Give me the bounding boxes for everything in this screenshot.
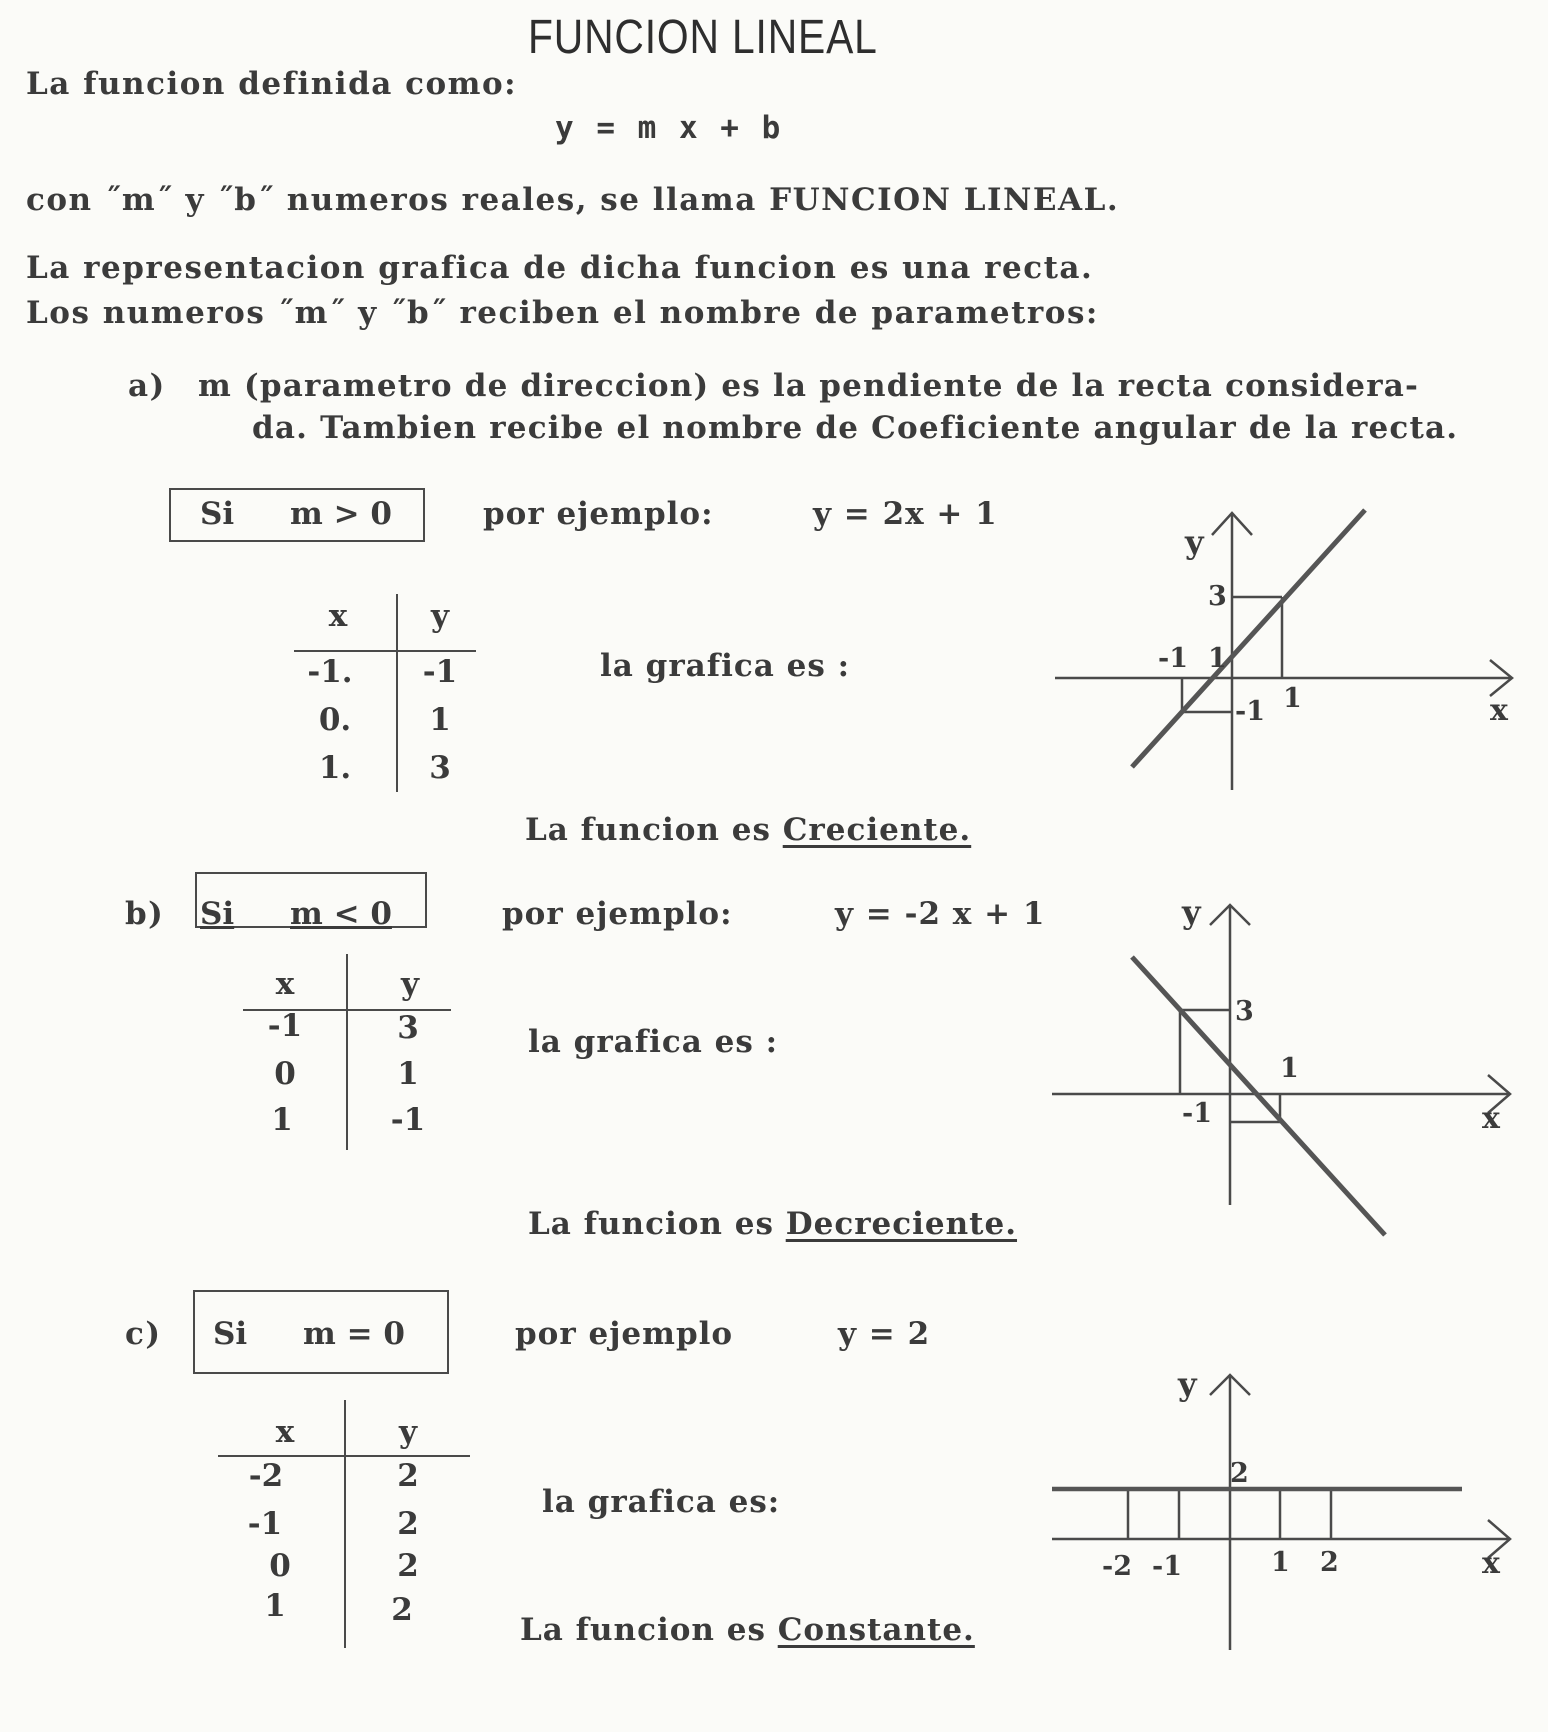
intro-line-3: La representacion grafica de dicha funcion es una recta. [26,250,1094,286]
tick-label: -1 [1152,1551,1182,1582]
conclusion-word-a: Creciente. [782,812,972,848]
example-eq-a: y = 2x + 1 [813,496,998,532]
table-header-x: x [328,598,348,634]
table-cell-y: 2 [397,1458,419,1494]
y-axis-label: y [1182,895,1201,931]
tick-label: -1 [1182,1098,1212,1129]
graph-label-c: la grafica es: [542,1484,781,1520]
conclusion-prefix-c: La funcion es [520,1612,778,1648]
tick-label: 2 [1230,1458,1249,1489]
item-a-text-1: m (parametro de direccion) es la pendiente de la recta considera- [198,368,1420,404]
tick-label: -2 [1102,1551,1132,1582]
conclusion-word-b: Decreciente. [785,1206,1018,1242]
tick-label: 2 [1320,1547,1339,1578]
table-cell-x: 1 [264,1588,286,1624]
condition-si-b: Si [200,896,235,932]
table-cell-y: 2 [397,1506,419,1542]
graph-c [1040,1365,1520,1655]
conclusion-prefix-b: La funcion es [528,1206,786,1242]
table-cell-x: 1 [271,1102,293,1138]
intro-line-4: Los numeros ˝m˝ y ˝b˝ reciben el nombre de parametros: [26,295,1099,331]
item-c-marker: c) [125,1316,162,1352]
table-cell-y: -1 [422,654,458,690]
table-cell-x: -2 [248,1458,284,1494]
condition-si-a: Si [200,496,235,532]
tick-label: 3 [1235,996,1254,1027]
condition-c: m = 0 [303,1316,405,1352]
y-axis-label: y [1178,1365,1197,1403]
table-cell-x: 0 [274,1056,296,1092]
tick-label: 3 [1208,581,1227,612]
table-cell-y: -1 [390,1102,426,1138]
item-a-text-2: da. Tambien recibe el nombre de Coeficiente angular de la recta. [252,410,1459,446]
y-axis-label: y [1185,523,1204,561]
condition-si-c: Si [213,1316,248,1352]
item-b-marker: b) [125,896,165,932]
table-cell-x: -1 [247,1506,283,1542]
table-header-y: y [430,598,449,634]
table-cell-y: 3 [397,1010,419,1046]
table-cell-y: 1 [397,1056,419,1092]
graph-label-b: la grafica es : [528,1024,779,1060]
conclusion-prefix-a: La funcion es [525,812,783,848]
table-header-x: x [275,1414,295,1450]
table-cell-y: 2 [397,1548,419,1584]
table-header-y: y [398,1414,417,1450]
example-eq-b: y = -2 x + 1 [835,896,1046,932]
intro-line-2: con ˝m˝ y ˝b˝ numeros reales, se llama FUNCION LINEAL. [26,182,1120,218]
intro-line-1: La funcion definida como: [26,66,518,102]
example-eq-c: y = 2 [838,1316,931,1352]
x-axis-label: x [1482,1546,1500,1581]
function-line [1132,957,1385,1235]
tick-label: -1 [1158,643,1188,674]
table-cell-x: -1 [267,1008,303,1044]
tick-label: -1 [1235,696,1265,727]
graph-a [1050,505,1520,795]
table-header-y: y [400,966,419,1002]
item-a-marker: a) [128,368,166,404]
page-title: FUNCION LINEAL [528,11,878,64]
function-line [1132,510,1365,767]
table-cell-x: 0 [269,1548,291,1584]
graph-label-a: la grafica es : [600,648,851,684]
conclusion-word-c: Constante. [777,1612,975,1648]
tick-label: 1 [1208,643,1227,674]
example-label-c: por ejemplo [515,1316,734,1352]
table-cell-y: 2 [391,1592,413,1628]
table-cell-y: 1 [429,702,451,738]
condition-b: m < 0 [290,896,392,932]
tick-label: 1 [1280,1053,1299,1084]
x-axis-label: x [1490,693,1508,728]
condition-a: m > 0 [290,496,392,532]
table-cell-x: -1. [307,654,353,690]
conclusion-b [528,1206,1017,1242]
table-header-x: x [275,966,295,1002]
tick-label: 1 [1271,1547,1290,1578]
table-cell-y: 3 [429,750,451,786]
x-axis-label: x [1482,1101,1500,1136]
tick-label: 1 [1283,683,1302,714]
graph-b [1040,895,1520,1245]
example-label-b: por ejemplo: [502,896,733,932]
table-cell-x: 0. [318,702,352,738]
conclusion-c [520,1612,975,1648]
intro-formula: y = m x + b [555,110,783,146]
conclusion-a [525,812,971,848]
table-cell-x: 1. [318,750,352,786]
example-label-a: por ejemplo: [483,496,714,532]
